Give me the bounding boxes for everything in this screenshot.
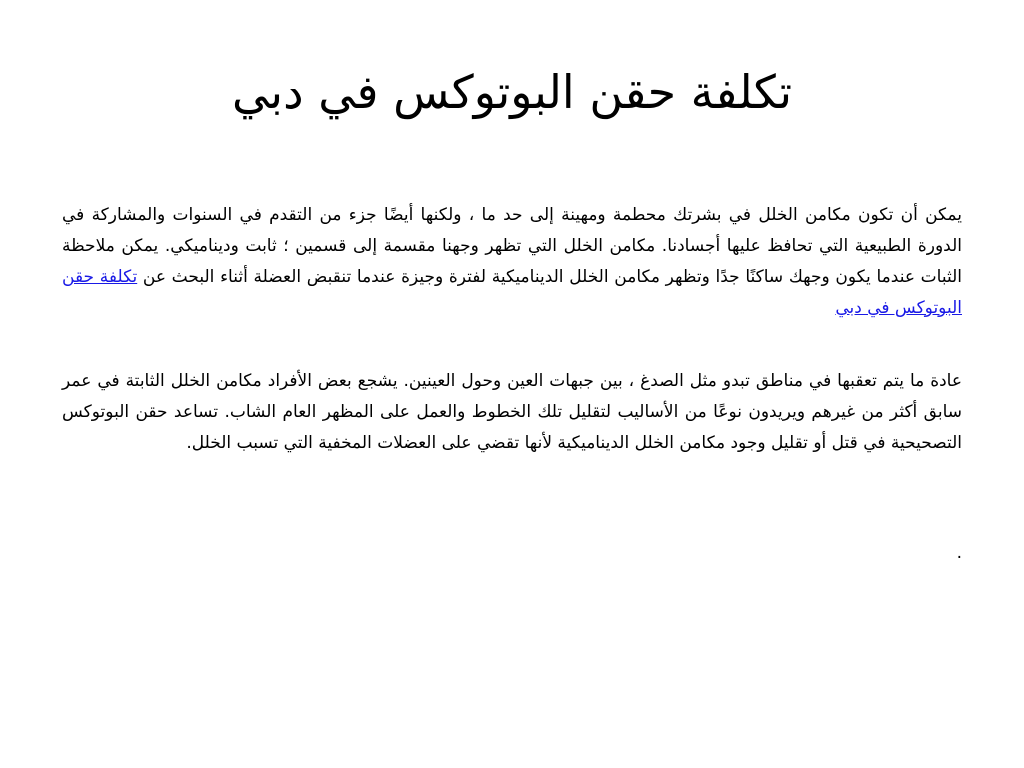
paragraph-dot: . [956,543,962,563]
paragraph-intro [62,200,962,324]
paragraph-details: عادة ما يتم تعقبها في مناطق تبدو مثل الصدغ ، بين جبهات العين وحول العينين. يشجع بعض الأفراد مكامن الخلل الثابتة في عمر سابق أكثر من غيرهم ويريدون نوعًا من الأساليب لتقليل تلك الخطوط والعمل على المظهر العام الشاب. تساعد حقن البوتوكس التصحيحية في قتل أو تقليل وجود مكامن الخلل الديناميكية لأنها تقضي على العضلات المخفية التي تسبب الخلل. [62,371,962,453]
slide-title: تكلفة حقن البوتوكس في دبي [231,65,793,119]
paragraph-intro-text: يمكن أن تكون مكامن الخلل في بشرتك محطمة ومهينة إلى حد ما ، ولكنها أيضًا جزء من التقدم في السنوات والمشاركة في الدورة الطبيعية التي تحافظ عليها أجسادنا. مكامن الخلل التي تظهر وجهنا مقسمة إلى قسمين ؛ ثابت وديناميكي. يمكن ملاحظة الثبات عندما يكون وجهك ساكنًا جدًا وتظهر مكامن الخلل الديناميكية لفترة وجيزة عندما تنقبض العضلة أثناء البحث عن [62,205,962,287]
botox-cost-link[interactable]: تكلفة حقن البوتوكس في دبي [62,267,962,318]
